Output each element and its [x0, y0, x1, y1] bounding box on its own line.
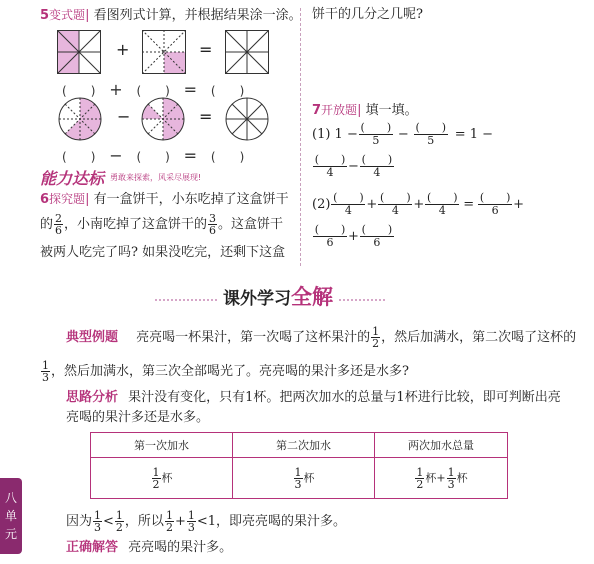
unit-side-tab [0, 478, 22, 554]
q5-circle-1 [58, 97, 102, 141]
table-row [91, 458, 508, 499]
side-tab-char: 八 [4, 491, 17, 505]
q7-part1-cont: ( ) 4 − ( ) 4 [314, 153, 393, 180]
q7-blank-fraction: ( ) 5 [360, 121, 392, 148]
q7-blank-fraction: ( ) 6 [314, 223, 346, 250]
example-fraction-1-3: $\frac{1}{3}$ [42, 359, 49, 384]
q7-number: 7 [312, 103, 322, 118]
q5-square-1 [57, 30, 101, 74]
q7-blank-fraction: ( ) 5 [415, 121, 447, 148]
q7-part2-cont: ( ) 6 + ( ) 6 [314, 223, 393, 250]
q6-line1: 6探究题| 有一盒饼干，小东吃掉了这盒饼干 [40, 192, 289, 207]
table-header-row [91, 433, 508, 458]
q6-tag: 探究题 [49, 192, 86, 206]
analysis-label: 思路分析 [66, 390, 119, 405]
table-cell: $\frac{1}{3}$ 杯 [233, 458, 375, 499]
q7-blank-fraction: ( ) 4 [314, 153, 346, 180]
example-fraction-1-2: $\frac{1}{2}$ [372, 325, 380, 350]
example-line2: $\frac{1}{3}$ ，然后加满水，第三次全部喝光了。亮亮喝的果汁多还是水多? [42, 359, 409, 384]
q7-blank-fraction: ( ) 4 [361, 153, 393, 180]
answer-label: 正确解答 [66, 540, 119, 555]
q6-line3: 被两人吃完了吗? 如果没吃完，还剩下这盒 [40, 245, 286, 260]
table-cell: $\frac{1}{2}$ 杯 [91, 458, 233, 499]
analysis-line1: 思路分析 果汁没有变化，只有1杯。把两次加水的总量与1杯进行比较，即可判断出亮 [66, 390, 561, 405]
q7-blank-fraction: ( ) 6 [361, 223, 393, 250]
section-banner [155, 281, 385, 307]
q7-blank-fraction: ( ) 6 [479, 191, 511, 218]
table-header-cell: 两次加水总量 [375, 433, 508, 458]
table-cell: $\frac{1}{2}$ 杯+ $\frac{1}{3}$ 杯 [416, 465, 468, 491]
q5-circle-3 [225, 97, 269, 141]
q7-blank-fraction: ( ) 4 [380, 191, 411, 218]
ability-title: 能力达标 [40, 169, 105, 188]
q6-number: 6 [40, 192, 50, 207]
water-table [90, 432, 508, 499]
banner-title-a: 课外学习 [223, 289, 291, 309]
side-tab-char: 单 [4, 509, 17, 523]
q5-row1-blanks: ( ) + ( ) = ( ) [62, 80, 245, 99]
banner-title-b: 全解 [291, 285, 333, 309]
table-header-cell: 第一次加水 [91, 433, 233, 458]
answer-line: 正确解答 亮亮喝的果汁多。 [66, 540, 233, 555]
q7-blank-fraction: ( ) 4 [333, 191, 364, 218]
q5-number: 5 [40, 8, 50, 23]
q5-minus-sign: − [117, 107, 131, 126]
table-header-cell: 第二次加水 [233, 433, 375, 458]
q5-equals-sign: = [199, 40, 213, 59]
q6-fraction-2-6: $\frac{2}{6}$ [55, 212, 63, 237]
side-tab-char: 元 [4, 527, 17, 541]
q5-square-2 [142, 30, 186, 74]
q5-equals-sign-2: = [199, 107, 213, 126]
ability-subtitle: 勇敢来探索，风采尽展现! [110, 173, 202, 182]
q6-line2: 的 $\frac{2}{6}$ ，小南吃掉了这盒饼干的 $\frac{3}{6}$ 。这盒饼干 [40, 212, 284, 237]
ability-section-header [40, 166, 201, 189]
q7-blank-fraction: ( ) 4 [426, 191, 458, 218]
q7-tag: 开放题 [321, 103, 358, 117]
analysis-line2: 亮喝的果汁多还是水多。 [66, 410, 210, 425]
q6-fraction-3-6: $\frac{3}{6}$ [209, 212, 217, 237]
q5-row2-blanks: ( ) − ( ) = ( ) [62, 146, 245, 165]
q5-plus-sign: + [116, 40, 130, 59]
q5-header: 5变式题| 看图列式计算，并根据结果涂一涂。 [40, 8, 302, 23]
right-continuation: 饼干的几分之几呢? [312, 7, 423, 22]
q5-text: 看图列式计算，并根据结果涂一涂。 [93, 8, 302, 23]
q7-header: 7开放题| 填一填。 [312, 103, 418, 118]
q7-part2: (2) ( ) 4 + ( ) 4 + ( ) 4 = ( ) 6 + [312, 191, 525, 218]
q5-circle-2 [141, 97, 185, 141]
q5-square-3 [225, 30, 269, 74]
example-line1: 典型例题 亮亮喝一杯果汁，第一次喝了这杯果汁的 $\frac{1}{2}$ ，然后加满水，第二次喝了这杯的 [66, 325, 577, 350]
conclusion-line: 因为 $\frac{1}{3}$ < $\frac{1}{2}$ ，所以 $\frac{1}{2}$ + $\frac{1}{3}$ <1，即亮亮喝的果汁多。 [66, 509, 347, 534]
column-divider [300, 8, 301, 266]
q5-tag: 变式题 [49, 8, 86, 22]
example-label: 典型例题 [66, 330, 119, 345]
q7-part1: (1) 1 − ( ) 5 − ( ) 5 = 1 − [312, 121, 494, 148]
